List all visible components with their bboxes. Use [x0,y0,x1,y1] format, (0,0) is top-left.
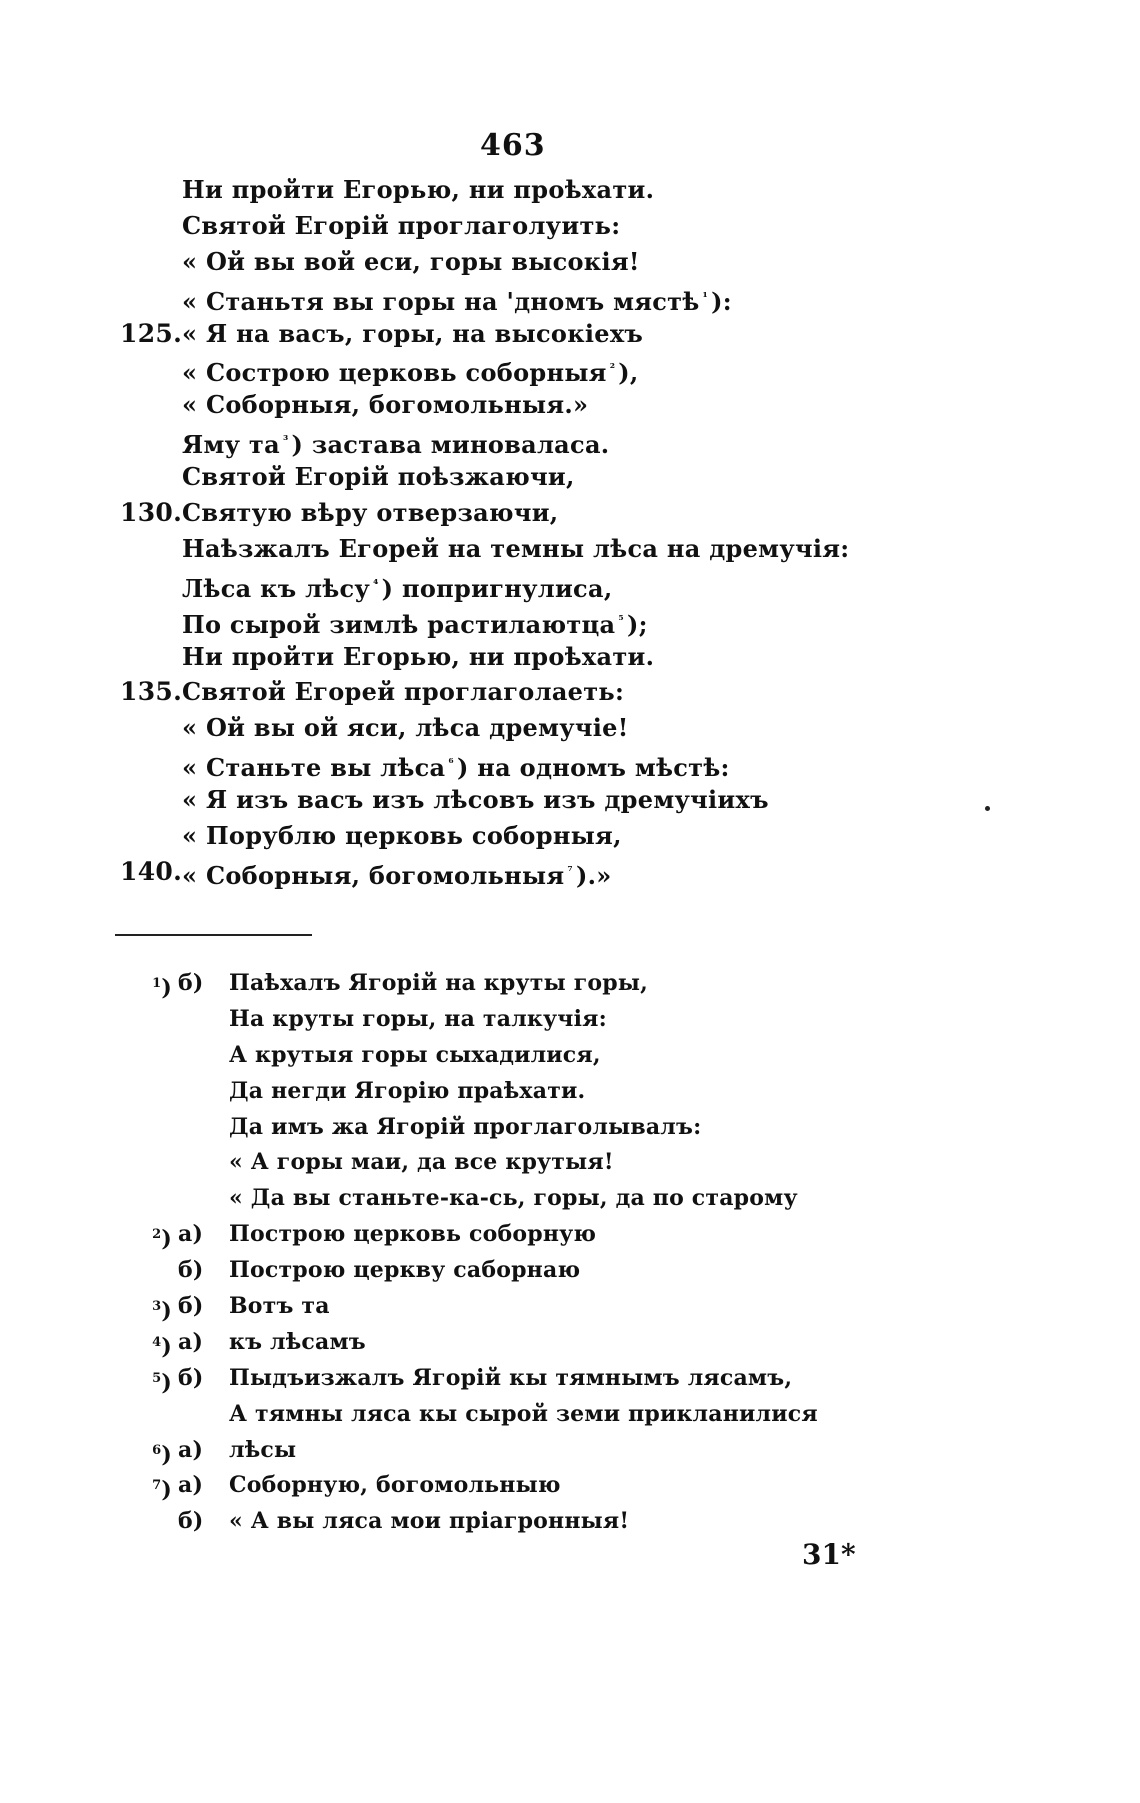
verse-line-text: Ни пройти Егорью, ни проѣхати. [182,641,655,671]
verse-line-number: 125. [120,318,183,348]
footnote-number: $^6$) [152,1441,172,1468]
verse-line-text-after: ).» [575,860,612,890]
verse-block [120,172,849,890]
footnote-variant: б) [178,1364,204,1391]
verse-line [120,495,849,531]
verse-line [120,710,849,746]
verse-line-text: « Порублю церковь соборныя, [182,821,622,851]
verse-line [120,782,849,818]
footnote-text: Паѣхалъ Ягорій на круты горы, [229,970,648,996]
verse-line-text: Наѣзжалъ Егорей на темны лѣса на дремучія: [182,533,850,563]
footnotes-block [142,966,818,1540]
verse-line-number: 130. [120,498,183,528]
footnote-line [142,1468,818,1504]
verse-line [120,316,849,352]
footnote-text: Пыдъизжалъ Ягорій кы тямнымъ лясамъ, [229,1364,793,1391]
footnote-reference: ³ [282,433,289,448]
footnote-variant: б) [178,1508,204,1535]
footnote-line [142,1325,818,1361]
footnote-variant: б) [178,970,204,996]
verse-line [120,531,849,567]
verse-line-text: « Я на васъ, горы, на высокіехъ [182,318,644,348]
verse-line-text: Святой Егорій проглаголуить: [182,210,621,240]
footnote-line [142,1361,818,1397]
footnote-divider [115,934,312,936]
footnote-variant: б) [178,1257,204,1284]
footnote-text: къ лѣсамъ [229,1328,366,1355]
verse-line-number: 135. [120,677,183,707]
footnote-line [142,966,818,1002]
footnote-reference: ⁵ [618,612,624,627]
footnote-text: А тямны ляса кы сырой земи прикланилися [229,1400,818,1427]
footnote-variant: а) [178,1328,204,1355]
verse-line [120,567,849,603]
verse-line [120,674,849,710]
footnote-reference: ⁷ [567,863,573,878]
footnote-number: $^2$) [152,1226,172,1253]
verse-line-text: « Соборныя, богомольныя.» [182,390,589,420]
verse-line-text-after: ) попригнулиса, [381,573,613,603]
verse-line-text: По сырой зимлѣ растилаютца [182,609,616,639]
print-speck [985,806,990,811]
verse-line [120,280,849,316]
verse-line-text: « Станьтя вы горы на 'дномъ мястѣ [182,286,700,316]
verse-line-text: Святую вѣру отверзаючи, [182,498,559,528]
footnote-number: $^5$) [152,1369,172,1396]
footnote-line [142,1145,818,1181]
footnote-text: лѣсы [229,1436,297,1463]
footnote-variant: а) [178,1221,204,1248]
verse-line-text: « Ой вы вой еси, горы высокія! [182,246,640,276]
verse-line [120,423,849,459]
verse-line-text-after: ): [711,286,732,316]
verse-line [120,172,849,208]
footnote-text: « Да вы станьте-ка-сь, горы, да по старому [229,1185,798,1212]
footnote-text: Построю церковь соборную [229,1221,597,1248]
footnote-line [142,1289,818,1325]
footnote-text: Да имъ жа Ягорій проглаголывалъ: [229,1113,702,1140]
verse-line-text: Святой Егорей проглаголаеть: [182,677,625,707]
verse-line [120,351,849,387]
verse-line-number: 140. [120,856,183,886]
footnote-text: « А вы ляса мои пріагронныя! [229,1508,630,1535]
footnote-line [142,1433,818,1469]
verse-line-text: Святой Егорій поѣзжаючи, [182,462,575,492]
footnote-variant: а) [178,1472,204,1499]
footnote-number: $^3$) [152,1298,172,1325]
footnote-line [142,1504,818,1540]
footnote-line [142,1038,818,1074]
verse-line-text-after: ), [618,358,639,388]
verse-line-text: « Ой вы ой яси, лѣса дремучіе! [182,713,629,743]
footnote-line [142,1217,818,1253]
verse-line [120,459,849,495]
footnote-reference: ² [609,361,616,376]
verse-line-text: « Соборныя, богомольныя [182,860,565,890]
verse-line-text-after: ); [626,609,648,639]
verse-line-text: Ни пройти Егорью, ни проѣхати. [182,175,655,204]
footnote-reference: ⁴ [373,576,379,591]
footnote-line [142,1181,818,1217]
verse-line-text: Лѣса къ лѣсу [182,573,371,603]
verse-line-text-after: ) застава миноваласа. [291,430,610,460]
verse-line-text: « Сострою церковь соборныя [182,358,607,388]
verse-line-text: « Станьте вы лѣса [182,753,446,783]
footnote-text: Построю церкву саборнаю [229,1257,581,1284]
verse-line [120,603,849,639]
footnote-line [142,1397,818,1433]
verse-line [120,818,849,854]
footnote-text: « А горы маи, да все крутыя! [229,1149,614,1176]
footnote-number: $^7$) [152,1477,172,1504]
footnote-text: А крутыя горы сыхадилися, [229,1041,601,1068]
footnote-text: На круты горы, на талкучія: [229,1005,607,1032]
footnote-text: Вотъ та [229,1293,330,1320]
footnote-variant: б) [178,1293,204,1320]
verse-line [120,746,849,782]
footnote-number: $^4$) [152,1333,172,1360]
footnote-text: Соборную, богомольныю [229,1472,561,1499]
verse-line [120,854,849,890]
signature-mark: 31* [802,1538,856,1571]
footnote-reference: ¹ [702,289,709,304]
footnote-line [142,1110,818,1146]
verse-line [120,387,849,423]
footnote-line [142,1253,818,1289]
footnote-line [142,1074,818,1110]
verse-line-text-after: ) на одномъ мѣстѣ: [456,753,730,783]
footnote-reference: ⁶ [448,756,454,771]
footnote-number: $^1$) [152,975,172,1001]
footnote-variant: а) [178,1436,204,1463]
verse-line [120,208,849,244]
verse-line-text: Яму та [182,430,280,460]
footnote-line [142,1002,818,1038]
page-number: 463 [480,128,546,163]
verse-line [120,639,849,675]
footnote-text: Да негди Ягорію праѣхати. [229,1077,586,1104]
verse-line-text: « Я изъ васъ изъ лѣсовъ изъ дремучіихъ [182,785,769,815]
verse-line [120,244,849,280]
